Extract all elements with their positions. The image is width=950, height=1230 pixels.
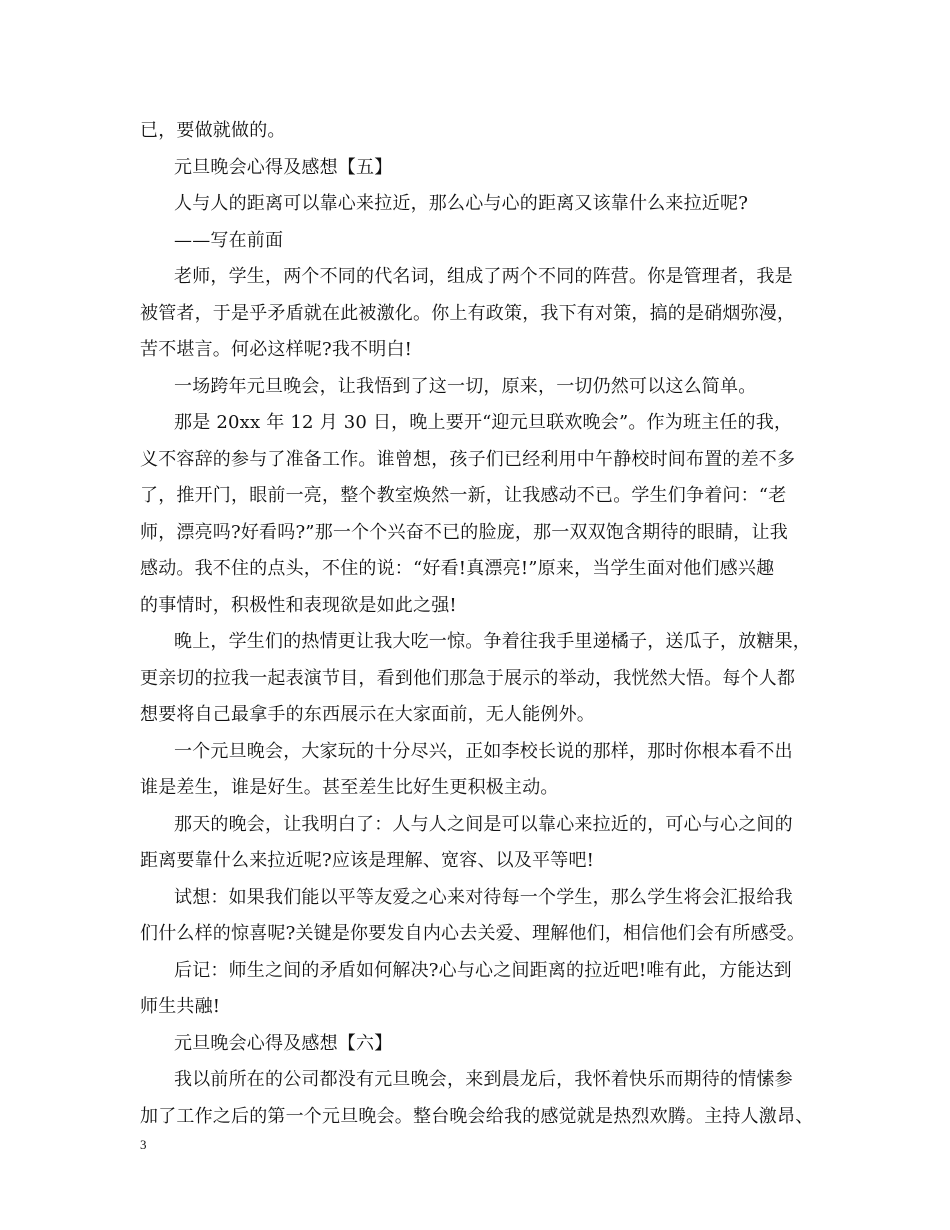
text-line: 元旦晚会心得及感想【五】: [174, 156, 393, 178]
page-number: 3: [140, 1137, 147, 1152]
text-line: 更亲切的拉我一起表演节目，看到他们那急于展示的举动，我恍然大悟。每个人都: [140, 667, 796, 689]
text-line: 谁是差生，谁是好生。甚至差生比好生更积极主动。: [140, 777, 559, 798]
text-line: 义不容辞的参与了准备工作。谁曾想，孩子们已经利用中午静校时间布置的差不多: [140, 448, 796, 470]
text-line: 距离要靠什么来拉近呢?应该是理解、宽容、以及平等吧!: [140, 850, 595, 871]
text-line: 师生共融!: [140, 996, 221, 1017]
text-line: 那是 20xx 年 12 月 30 日，晚上要开“迎元旦联欢晚会”。作为班主任的我，: [174, 412, 793, 433]
document-body: [140, 113, 820, 1135]
text-line: ——写在前面: [174, 229, 284, 251]
text-line: 被管者，于是乎矛盾就在此被激化。你上有政策，我下有对策，搞的是硝烟弥漫，: [140, 302, 796, 324]
text-line: 苦不堪言。何必这样呢?我不明白!: [140, 339, 413, 360]
text-line: 想要将自己最拿手的东西展示在大家面前，无人能例外。: [140, 704, 595, 725]
text-line: 我以前所在的公司都没有元旦晚会，来到晨龙后，我怀着快乐而期待的情愫参: [174, 1069, 793, 1090]
text-line: 已，要做就做的。: [140, 120, 286, 141]
text-line: 们什么样的惊喜呢?关键是你要发自内心去关爱、理解他们，相信他们会有所感受。: [140, 923, 806, 944]
text-line: 感动。我不住的点头，不住的说：“好看!真漂亮!”原来，当学生面对他们感兴趣: [140, 558, 775, 579]
text-line: 后记：师生之间的矛盾如何解决?心与心之间距离的拉近吧!唯有此，方能达到: [174, 959, 792, 981]
text-line: 元旦晚会心得及感想【六】: [174, 1032, 393, 1054]
text-line: 试想：如果我们能以平等友爱之心来对待每一个学生，那么学生将会汇报给我: [174, 886, 793, 908]
text-line: 人与人的距离可以靠心来拉近，那么心与心的距离又该靠什么来拉近呢?: [174, 193, 749, 214]
text-line: 老师，学生，两个不同的代名词，组成了两个不同的阵营。你是管理者，我是: [174, 266, 793, 287]
text-line: 晚上，学生们的热情更让我大吃一惊。争着往我手里递橘子，送瓜子，放糖果，: [174, 631, 811, 652]
text-line: 一个元旦晚会，大家玩的十分尽兴，正如李校长说的那样，那时你根本看不出: [174, 740, 793, 762]
text-line: 的事情时，积极性和表现欲是如此之强!: [140, 594, 457, 616]
text-line: 那天的晚会，让我明白了：人与人之间是可以靠心来拉近的，可心与心之间的: [174, 813, 793, 835]
text-line: 一场跨年元旦晚会，让我悟到了这一切，原来，一切仍然可以这么简单。: [174, 375, 757, 397]
text-line: 师，漂亮吗?好看吗?”那一个个兴奋不已的脸庞，那一双双饱含期待的眼睛，让我: [140, 521, 788, 543]
text-line: 了，推开门，眼前一亮，整个教室焕然一新，让我感动不已。学生们争着问：“老: [140, 485, 787, 506]
text-line: 加了工作之后的第一个元旦晚会。整台晚会给我的感觉就是热烈欢腾。主持人激昂、: [140, 1105, 814, 1127]
